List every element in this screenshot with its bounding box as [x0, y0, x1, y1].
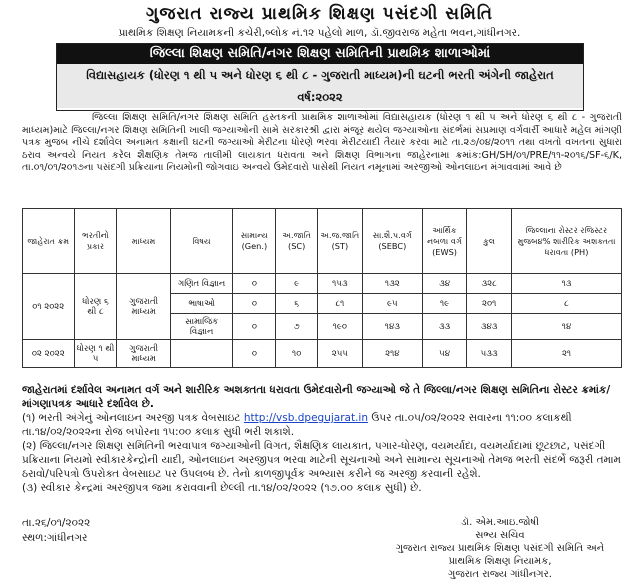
cell-total: ૫૩૩ [467, 340, 512, 368]
signatory-line-3: પ્રાથમિક શિક્ષણ નિયામક, [448, 556, 552, 567]
col-header-ews: આર્થિક નબળા વર્ગ (EWS) [422, 209, 466, 274]
cell-ph: ૧૩ [512, 274, 622, 294]
signatory-name: ડૉ. એમ.આઇ.જોષી [461, 517, 539, 528]
cell-type: ધોરણ ૧ થી ૫ [74, 340, 117, 368]
cell-st: ૮૧ [317, 294, 362, 314]
signatory-line-1: સભ્ય સચિવ [475, 530, 525, 541]
cell-subject: ગણિત વિજ્ઞાન [170, 274, 233, 294]
cell-ph: ૧૪ [512, 314, 622, 340]
page-title: ગુજરાત રાજ્ય પ્રાથમિક શિક્ષણ પસંદગી સમિતિ [145, 4, 494, 24]
cell-sc: ૬ [276, 294, 318, 314]
banner-line-2: વિદ્યાસહાયક (ધોરણ ૧ થી ૫ અને ધોરણ ૬ થી ૮ - ગુજરાતી માધ્યમ)ની ઘટની ભરતી અંગેની જાહેરાત [57, 64, 583, 86]
website-link[interactable]: http://vsb.dpegujarat.in [243, 412, 368, 425]
col-header-type: ભરતીનો પ્રકાર [74, 209, 117, 274]
cell-total: ૨૦૧ [467, 294, 512, 314]
banner-line-1: જિલ્લા શિક્ષણ સમિતિ/નગર શિક્ષણ સમિતિની પ્રાથમિક શાળાઓમાં [57, 44, 583, 64]
cell-sebc: ૧૩૨ [362, 274, 422, 294]
col-header-sebc: સા.શૈ.પ.વર્ગ (SEBC) [362, 209, 422, 274]
cell-ph: ૮ [512, 294, 622, 314]
cell-sc: ૧૦ [276, 340, 318, 368]
note-1-text-b: ઉપર તા.૦૫/૦૨/૨૦૨૨ સવારના ૧૧:૦૦ કલાકથી તા.૧૪/૦૨/૨૦૨૨ના રોજ બપોરના ૧૫:૦૦ કલાક સુધી ભરી શકાશે. [22, 412, 572, 438]
table-row [23, 340, 622, 368]
cell-sebc: ૨૧૪ [362, 340, 422, 368]
cell-sebc: ૧૪૩ [362, 314, 422, 340]
cell-subject: સામાજિક વિજ્ઞાન [170, 314, 233, 340]
cell-subject [170, 340, 233, 368]
cell-st: ૧૫૩ [317, 274, 362, 294]
vacancy-table [22, 208, 622, 368]
col-header-sc: અ.જાતિ (SC) [276, 209, 318, 274]
note-3: (૩) સ્વીકાર કેન્દ્રમાં અરજીપત્ર જમા કરાવવાની છેલ્લી તા.૧૪/૦૨/૨૦૨૨ (૧૭.૦૦ કલાક સુધી) છે. [22, 482, 422, 495]
signature-block [370, 516, 630, 581]
cell-ews: ૧૯ [422, 294, 466, 314]
table-header-row [23, 209, 622, 274]
signatory-line-2: ગુજરાત રાજ્ય પ્રાથમિક શિક્ષણ પસંદગી સમિતિ અને [395, 543, 605, 554]
notes-lead: જાહેરાતમાં દર્શાવેલ અનામત વર્ગ અને શારીરિક અશક્તતા ધરાવતા ઉમેદવારોની જગ્યાઓ જે તે જિલ્લા/નગર શિક્ષણ સમિતિના રોસ્ટર ક્રમાંક/માંગણાપત્રક આધારે દર્શાવેલ છે. [22, 384, 611, 410]
cell-ews: ૩૪ [422, 274, 466, 294]
cell-ews: ૩૩ [422, 314, 466, 340]
cell-st: ૧૯૦ [317, 314, 362, 340]
cell-ews: ૫૪ [422, 340, 466, 368]
col-header-medium: માધ્યમ [117, 209, 170, 274]
issue-date: તા.૨૬/૦૧/૨૦૨૨ [22, 517, 91, 529]
note-1-text-a: (૧) ભરતી અંગેનું ઓનલાઇન અરજી પત્રક વેબસાઇટ [22, 412, 241, 425]
cell-type: ધોરણ ૬ થી ૮ [74, 274, 117, 340]
note-2: (૨) જિલ્લા/નગર શિક્ષણ સમિતિની ભરવાપાત્ર જગ્યાઓની વિગત, શૈક્ષણિક લાયકાત, પગાર-ધોરણ, વયમર્યાદા, વયમર્યાદામાં છૂટછાટ, પસંદગી પ્રક્રિયાના નિયમો સ્વીકારકેન્દ્રોની યાદી, ઓનલાઇન અરજીપત્ર ભરવા માટેની સૂચનાઓ અને સામાન્ય સૂચનાઓ તેમજ ભરતી સંદર્ભે જરૂરી તમામ ઠરાવો/પરિપત્રો ઉપરોક્ત વેબસાઇટ પર ઉપલબ્ધ છે. તેનો કાળજીપૂર્વક અભ્યાસ કરીને જ અરજી કરવાની રહેશે. [22, 440, 621, 480]
cell-ph: ૨૧ [512, 340, 622, 368]
col-header-year: જાહેરાત ક્રમ [23, 209, 75, 274]
note-1 [22, 412, 622, 439]
cell-sc: ૭ [276, 314, 318, 340]
cell-year: ૦૧ ૨૦૨૨ [23, 274, 75, 340]
col-header-total: કુલ [467, 209, 512, 274]
cell-medium: ગુજરાતી માધ્યમ [117, 340, 170, 368]
headline-banner [56, 43, 584, 111]
cell-sebc: ૯૫ [362, 294, 422, 314]
cell-total: ૩૨૮ [467, 274, 512, 294]
instructions [22, 384, 622, 497]
col-header-ph: જિલ્લાના રોસ્ટર રજિસ્ટર મુજબ૪% શારીરિક અશક્તતા ધરાવતા (PH) [512, 209, 622, 274]
cell-gen: ૦ [233, 294, 276, 314]
cell-year: ૦૨ ૨૦૨૨ [23, 340, 75, 368]
signatory-line-4: ગુજરાત રાજ્ય ગાંધીનગર. [448, 569, 552, 580]
col-header-st: અ.જ.જાતિ (ST) [317, 209, 362, 274]
intro-paragraph: જિલ્લા શિક્ષણ સમિતિ/નગર શિક્ષણ સમિતિ હસ્તકની પ્રાથમિક શાળાઓમાં વિદ્યાસહાયક (ધોરણ ૧ થી ૫ અને ધોરણ ૬ થી ૮ - ગુજરાતી માધ્યમ)માટે જિલ્લા/નગર શિક્ષણ સમિતિની ખાલી જગ્યાઓની સામે સરકારશ્રી દ્વારા મંજૂર થયેલ જગ્યાઓના સંદર્ભમાં સપ્રમાણ વર્ગવાર્રી આધારે મહેલ માંગણી પત્રક મુજબ નીચે દર્શાવેલ અનામત કક્ષાની ઘટની જગ્યાઓ મેરીટના ધોરણે ભરવા મેરીટયાદી તૈયાર કરવા માટે તા.૨૭/૦૪/૨૦૧૧ તથા વખતો વખતના સુધારા ઠરાવ અન્વયે નિયત કરેલ શૈક્ષણિક તેમજ તાલીમી લાયકાત ધરાવતા અને શિક્ષણ વિભાગના જાહેરનામા ક્રમાંક:GH/SH/૦૧/PRE/૧૧-૨૦૧૬/SF-૬/K, તા.૦૧/૦૧/૨૦૧૭ના પસંદગી પ્રક્રિયાના નિયમોની જોગવાઇ અન્વયે ઉમેદવારો પાસેથી નિયત નમૂનામાં અરજીઓ ઓનલાઇન મંગાવવામાં આવે છે [22, 112, 622, 174]
cell-gen: ૦ [233, 314, 276, 340]
cell-medium: ગુજરાતી માધ્યમ [117, 274, 170, 340]
cell-gen: ૦ [233, 274, 276, 294]
issue-place: સ્થળ:ગાંધીનગર [22, 532, 88, 544]
cell-subject: ભાષાઓ [170, 294, 233, 314]
date-place-block [22, 516, 90, 546]
cell-st: ૨૫૫ [317, 340, 362, 368]
banner-year: વર્ષ:૨૦૨૨ [57, 86, 583, 108]
cell-sc: ૯ [276, 274, 318, 294]
col-header-gen: સામાન્ય (Gen.) [233, 209, 276, 274]
table-row [23, 274, 622, 294]
cell-gen: ૦ [233, 340, 276, 368]
cell-total: ૩૪૩ [467, 314, 512, 340]
col-header-subject: વિષય [170, 209, 233, 274]
office-address: પ્રાથમિક શિક્ષણ નિયામકની કચેરી,બ્લોક નં.૧૨ પહેલો માળ, ડૉ.જીવરાજ મહેતા ભવન,ગાંધીનગર. [118, 27, 521, 39]
